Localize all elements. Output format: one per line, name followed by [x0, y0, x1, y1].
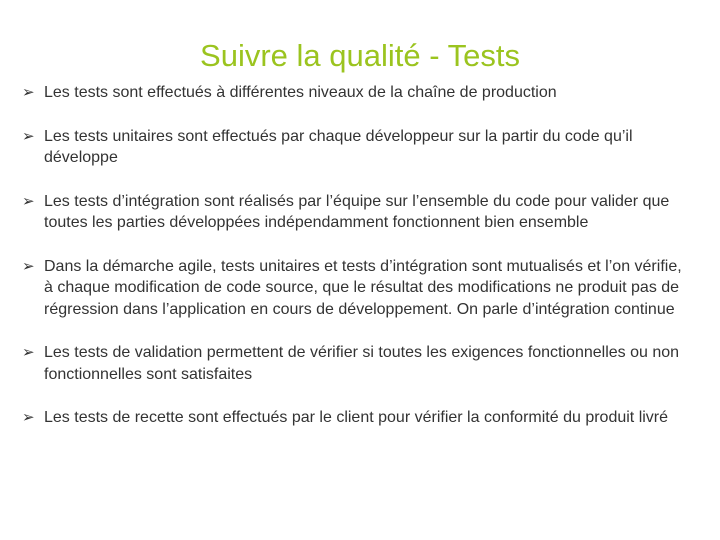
bullet-text: Dans la démarche agile, tests unitaires et tests d’intégration sont mutualisés et l’on vérifie, à chaque modification de code source, que le résultat des modifications ne produit pas de régression dans l’application en cours de développement. On parle d’intégration continue — [44, 257, 682, 318]
arrow-bullet-icon: ➢ — [22, 191, 35, 210]
arrow-bullet-icon: ➢ — [22, 256, 35, 275]
bullet-text: Les tests sont effectués à différentes niveaux de la chaîne de production — [44, 84, 557, 101]
bullet-text: Les tests d’intégration sont réalisés par l’équipe sur l’ensemble du code pour valider que toutes les parties développées indépendamment fonctionnent bien ensemble — [44, 192, 670, 231]
slide-title: Suivre la qualité - Tests — [200, 38, 520, 73]
bullet-item — [22, 191, 692, 234]
bullet-item — [22, 407, 692, 429]
bullet-text: Les tests unitaires sont effectués par chaque développeur sur la partir du code qu’il développe — [44, 127, 633, 166]
bullet-item — [22, 342, 692, 385]
bullet-text: Les tests de recette sont effectués par le client pour vérifier la conformité du produit livré — [44, 409, 669, 426]
bullet-text: Les tests de validation permettent de vérifier si toutes les exigences fonctionnelles ou non fonctionnelles sont satisfaites — [44, 344, 680, 383]
arrow-bullet-icon: ➢ — [22, 83, 35, 101]
bullet-item — [22, 126, 692, 169]
arrow-bullet-icon: ➢ — [22, 343, 35, 361]
arrow-bullet-icon: ➢ — [22, 126, 35, 145]
bullet-item — [22, 256, 692, 321]
arrow-bullet-icon: ➢ — [22, 408, 35, 426]
bullet-list — [22, 82, 692, 429]
bullet-item — [22, 82, 692, 104]
